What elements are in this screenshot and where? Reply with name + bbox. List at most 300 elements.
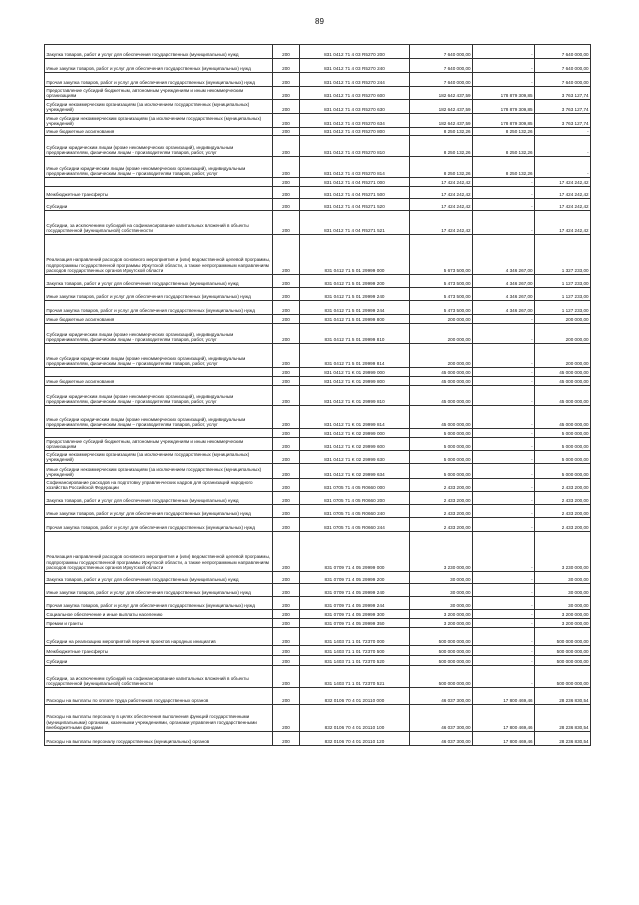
row-amount-assigned: 5 000 000,00 [410,451,473,464]
row-amount-assigned: 30 000,00 [410,597,473,610]
row-amount-remaining: 7 640 000,00 [535,59,591,73]
row-amount-executed: - [473,178,535,187]
row-admin-code: 200 [273,705,300,732]
row-amount-executed: - [473,429,535,438]
row-classification-code: 831 0412 71 K 02 29999 000 [300,429,410,438]
table-row [45,136,591,157]
row-amount-remaining: 5 000 000,00 [535,464,591,479]
row-amount-executed: - [473,572,535,584]
row-amount-executed: - [473,464,535,479]
row-amount-assigned: 17 424 242,42 [410,199,473,211]
row-amount-remaining: 200 000,00 [535,344,591,368]
row-amount-executed: - [473,666,535,688]
row-admin-code: 200 [273,518,300,532]
row-admin-code: 200 [273,45,300,59]
row-admin-code: 200 [273,187,300,199]
row-admin-code: 200 [273,505,300,518]
table-row [45,479,591,492]
row-admin-code: 200 [273,211,300,235]
row-amount-remaining: 28 236 830,54 [535,705,591,732]
row-amount-assigned: 45 000 000,00 [410,386,473,406]
row-amount-remaining: 1 127 233,00 [535,275,591,288]
table-row [45,235,591,275]
table-row [45,646,591,656]
row-name: Предоставление субсидий бюджетным, автономным учреждениям и иным некоммерческим организациям [45,438,273,451]
table-row [45,584,591,597]
row-amount-remaining: 17 424 242,42 [535,199,591,211]
row-amount-remaining: 30 000,00 [535,597,591,610]
row-admin-code: 200 [273,584,300,597]
row-amount-remaining: 500 000 000,00 [535,656,591,666]
row-classification-code: 831 0412 71 4 03 R5270 200 [300,45,410,59]
table-row [45,114,591,128]
budget-table [44,44,591,746]
row-amount-executed: - [473,628,535,646]
row-classification-code: 831 0412 71 4 03 R5270 240 [300,59,410,73]
row-classification-code: 831 0412 71 K 01 29999 810 [300,386,410,406]
row-amount-assigned: 500 000 000,00 [410,666,473,688]
row-amount-executed: - [473,368,535,377]
table-row [45,666,591,688]
row-amount-remaining: 500 000 000,00 [535,646,591,656]
row-classification-code: 831 0412 71 4 04 R5271 520 [300,199,410,211]
row-name: Закупка товаров, работ и услуг для обеспечения государственных (муниципальных) нужд [45,275,273,288]
table-row [45,73,591,87]
row-admin-code: 200 [273,87,300,100]
row-classification-code: 831 0412 71 5 01 29999 800 [300,315,410,324]
table-row [45,732,591,746]
row-admin-code: 200 [273,235,300,275]
row-admin-code: 200 [273,628,300,646]
row-name: Иные субсидии юридическим лицам (кроме некоммерческих организаций), индивидуальным предпринимателям, физическим лицам – производителям товаров, работ, услуг [45,406,273,429]
table-row [45,572,591,584]
table-row [45,178,591,187]
row-name: Социальное обеспечение и иные выплаты населению [45,610,273,619]
row-amount-assigned: 2 433 200,00 [410,505,473,518]
row-amount-assigned: 45 000 000,00 [410,377,473,386]
row-classification-code: 831 0412 71 4 03 R5270 810 [300,136,410,157]
row-amount-executed: 8 250 132,26 [473,136,535,157]
table-row [45,688,591,705]
row-admin-code: 200 [273,178,300,187]
row-classification-code: 831 0412 71 K 02 29999 600 [300,438,410,451]
row-classification-code: 831 0705 71 4 05 R0660 244 [300,518,410,532]
row-classification-code: 831 0412 71 4 04 R5271 521 [300,211,410,235]
row-classification-code: 831 0709 71 4 05 29999 000 [300,532,410,572]
row-classification-code: 831 1403 71 1 01 72370 521 [300,666,410,688]
row-amount-executed: 8 250 132,26 [473,157,535,178]
row-amount-assigned: 200 000,00 [410,324,473,344]
table-row [45,275,591,288]
row-classification-code: 831 0709 71 4 05 29999 244 [300,597,410,610]
row-name: Межбюджетные трансферты [45,646,273,656]
row-name: Субсидии на реализацию мероприятий перечня проектов народных инициатив [45,628,273,646]
row-amount-executed: 4 346 267,00 [473,235,535,275]
row-amount-assigned: 182 642 437,59 [410,87,473,100]
row-admin-code: 200 [273,610,300,619]
row-name: Закупка товаров, работ и услуг для обеспечения государственных (муниципальных) нужд [45,572,273,584]
row-classification-code: 831 0412 71 K 02 29999 630 [300,451,410,464]
row-amount-assigned: 8 250 132,26 [410,157,473,178]
row-amount-executed: - [473,518,535,532]
row-admin-code: 200 [273,386,300,406]
row-classification-code: 831 0412 71 4 03 R5270 800 [300,128,410,136]
row-amount-remaining: 45 000 000,00 [535,386,591,406]
table-row [45,464,591,479]
table-row [45,315,591,324]
row-name: Иные бюджетные ассигнования [45,315,273,324]
row-amount-remaining: 3 200 000,00 [535,610,591,619]
row-name: Расходы на выплаты по оплате труда работников государственных органов [45,688,273,705]
row-amount-assigned: 30 000,00 [410,584,473,597]
row-name: Иные субсидии юридическим лицам (кроме некоммерческих организаций), индивидуальным предпринимателям, физическим лицам – производителям товаров, работ, услуг [45,157,273,178]
row-classification-code: 831 0412 71 5 01 29999 814 [300,344,410,368]
row-amount-assigned: 5 473 500,00 [410,288,473,301]
row-classification-code: 831 0709 71 4 05 29999 240 [300,584,410,597]
row-amount-executed: - [473,73,535,87]
row-admin-code: 200 [273,73,300,87]
table-row [45,87,591,100]
row-classification-code: 832 0106 70 4 01 20110 100 [300,705,410,732]
row-amount-remaining: 45 000 000,00 [535,368,591,377]
row-name: Прочая закупка товаров, работ и услуг для обеспечения государственных (муниципальных) нужд [45,597,273,610]
row-classification-code: 831 0709 71 4 05 29999 350 [300,619,410,628]
table-row [45,344,591,368]
row-classification-code: 831 0412 71 K 02 29999 634 [300,464,410,479]
row-amount-remaining: 3 230 000,00 [535,532,591,572]
table-row [45,451,591,464]
row-amount-executed: 178 879 309,85 [473,87,535,100]
row-amount-assigned: 8 250 132,26 [410,136,473,157]
table-row [45,187,591,199]
row-amount-assigned: 500 000 000,00 [410,646,473,656]
row-admin-code: 200 [273,368,300,377]
row-amount-remaining: 17 424 242,42 [535,211,591,235]
row-name: Иные закупки товаров, работ и услуг для обеспечения государственных (муниципальных) нужд [45,584,273,597]
row-amount-executed: - [473,211,535,235]
row-admin-code: 200 [273,114,300,128]
row-admin-code: 200 [273,324,300,344]
row-admin-code: 200 [273,464,300,479]
row-amount-assigned: 30 000,00 [410,572,473,584]
row-amount-assigned: 46 037 300,00 [410,732,473,746]
row-name: Реализация направлений расходов основного мероприятия и (или) ведомственной целевой программы, подпрограммы государственной программы Иркутской области, а также непрограммным направлениям расходов государственных органов Иркутской области [45,235,273,275]
row-amount-assigned: 45 000 000,00 [410,406,473,429]
row-amount-executed: - [473,597,535,610]
row-admin-code: 200 [273,157,300,178]
table-row [45,211,591,235]
row-classification-code: 831 0705 71 4 05 R0660 200 [300,492,410,505]
row-amount-executed: - [473,532,535,572]
row-amount-remaining: 500 000 000,00 [535,666,591,688]
row-amount-remaining: 30 000,00 [535,572,591,584]
row-classification-code: 831 0412 71 4 04 R5271 500 [300,187,410,199]
row-name [45,429,273,438]
row-classification-code: 831 0412 71 K 01 29999 800 [300,377,410,386]
table-row [45,492,591,505]
row-classification-code: 831 0412 71 5 01 29999 000 [300,235,410,275]
row-admin-code: 200 [273,438,300,451]
row-amount-executed: - [473,344,535,368]
row-name: Закупка товаров, работ и услуг для обеспечения государственных (муниципальных) нужд [45,45,273,59]
row-amount-assigned: 46 037 300,00 [410,705,473,732]
table-row [45,438,591,451]
row-admin-code: 200 [273,301,300,315]
row-amount-executed: - [473,492,535,505]
row-name [45,368,273,377]
row-amount-remaining: 28 236 830,54 [535,732,591,746]
row-admin-code: 200 [273,377,300,386]
row-classification-code: 832 0106 70 4 01 20110 120 [300,732,410,746]
row-amount-remaining: - [535,128,591,136]
row-amount-remaining: 5 000 000,00 [535,438,591,451]
row-name: Субсидии, за исключением субсидий на софинансирование капитальных вложений в объекты государственной (муниципальной) собственности [45,211,273,235]
row-amount-remaining: 1 127 233,00 [535,288,591,301]
row-amount-executed: 178 879 309,85 [473,100,535,114]
row-admin-code: 200 [273,136,300,157]
row-classification-code: 831 0412 71 K 01 29999 814 [300,406,410,429]
row-amount-executed: - [473,646,535,656]
row-classification-code: 831 1403 71 1 01 72370 000 [300,628,410,646]
row-name: Реализация направлений расходов основного мероприятия и (или) ведомственной целевой программы, подпрограммы государственной программы Иркутской области, а также непрограммным направлениям расходов государственных органов Иркутской области [45,532,273,572]
table-row [45,368,591,377]
row-amount-executed: - [473,377,535,386]
row-amount-remaining: 200 000,00 [535,324,591,344]
row-amount-executed: 8 250 132,26 [473,128,535,136]
row-admin-code: 200 [273,315,300,324]
row-amount-assigned: 500 000 000,00 [410,628,473,646]
row-admin-code: 200 [273,688,300,705]
row-amount-remaining: 30 000,00 [535,584,591,597]
row-classification-code: 831 0412 71 5 01 29999 200 [300,275,410,288]
row-amount-executed: - [473,45,535,59]
row-amount-executed: 4 346 267,00 [473,301,535,315]
row-name: Софинансирование расходов на подготовку управленческих кадров для организаций народного хозяйства Российской Федерации [45,479,273,492]
row-amount-executed: - [473,610,535,619]
row-classification-code: 831 0412 71 5 01 29999 244 [300,301,410,315]
row-classification-code: 831 0412 71 5 01 29999 240 [300,288,410,301]
row-name: Субсидии юридическим лицам (кроме некоммерческих организаций), индивидуальным предпринимателям, физическим лицам - производителям товаров, работ, услуг [45,136,273,157]
row-amount-executed: - [473,479,535,492]
row-name: Прочая закупка товаров, работ и услуг для обеспечения государственных (муниципальных) нужд [45,73,273,87]
row-amount-assigned: 7 640 000,00 [410,73,473,87]
row-amount-assigned: 182 642 437,59 [410,100,473,114]
table-row [45,532,591,572]
row-admin-code: 200 [273,646,300,656]
row-name: Прочая закупка товаров, работ и услуг для обеспечения государственных (муниципальных) нужд [45,518,273,532]
row-amount-assigned: 500 000 000,00 [410,656,473,666]
row-name: Закупка товаров, работ и услуг для обеспечения государственных (муниципальных) нужд [45,492,273,505]
row-name: Иные бюджетные ассигнования [45,377,273,386]
row-admin-code: 200 [273,597,300,610]
row-amount-remaining: 2 433 200,00 [535,492,591,505]
row-amount-remaining: 5 000 000,00 [535,429,591,438]
row-amount-assigned: 5 673 500,00 [410,235,473,275]
row-amount-executed: - [473,505,535,518]
row-amount-executed: - [473,451,535,464]
table-row [45,100,591,114]
row-amount-assigned: 182 642 437,59 [410,114,473,128]
row-amount-executed: - [473,386,535,406]
row-name: Субсидии, за исключением субсидий на софинансирование капитальных вложений в объекты государственной (муниципальной) собственности [45,666,273,688]
row-amount-executed: - [473,199,535,211]
row-name: Расходы на выплаты персоналу государственных (муниципальных) органов [45,732,273,746]
row-amount-assigned: 5 000 000,00 [410,438,473,451]
row-name: Премии и гранты [45,619,273,628]
row-name [45,178,273,187]
row-name: Межбюджетные трансферты [45,187,273,199]
row-amount-remaining: 7 640 000,00 [535,73,591,87]
row-name: Иные закупки товаров, работ и услуг для обеспечения государственных (муниципальных) нужд [45,505,273,518]
row-admin-code: 200 [273,666,300,688]
row-amount-executed: - [473,438,535,451]
row-amount-assigned: 2 433 200,00 [410,492,473,505]
row-admin-code: 200 [273,492,300,505]
row-classification-code: 831 0709 71 4 05 29999 200 [300,572,410,584]
table-row [45,157,591,178]
table-row [45,301,591,315]
row-name: Субсидии [45,199,273,211]
row-admin-code: 200 [273,572,300,584]
row-amount-executed: - [473,324,535,344]
row-amount-remaining: 3 200 000,00 [535,619,591,628]
table-row [45,610,591,619]
row-amount-executed: 4 346 267,00 [473,288,535,301]
row-name: Субсидии юридическим лицам (кроме некоммерческих организаций), индивидуальным предпринимателям, физическим лицам - производителям товаров, работ, услуг [45,386,273,406]
row-admin-code: 200 [273,344,300,368]
row-amount-assigned: 17 424 242,42 [410,187,473,199]
row-name: Прочая закупка товаров, работ и услуг для обеспечения государственных (муниципальных) нужд [45,301,273,315]
row-amount-executed: 178 879 309,85 [473,114,535,128]
row-admin-code: 200 [273,479,300,492]
row-amount-assigned: 3 200 000,00 [410,619,473,628]
row-admin-code: 200 [273,59,300,73]
row-amount-remaining: 3 763 127,74 [535,114,591,128]
row-name: Субсидии юридическим лицам (кроме некоммерческих организаций), индивидуальным предпринимателям, физическим лицам - производителям товаров, работ, услуг [45,324,273,344]
row-amount-assigned: 7 640 000,00 [410,45,473,59]
row-amount-executed: 17 800 469,46 [473,688,535,705]
page-number: 89 [315,17,324,26]
row-amount-remaining: 5 000 000,00 [535,451,591,464]
row-amount-assigned: 5 473 500,00 [410,301,473,315]
row-classification-code: 831 0412 71 4 03 R5270 600 [300,87,410,100]
row-classification-code: 831 0709 71 4 05 29999 300 [300,610,410,619]
table-row [45,656,591,666]
row-amount-executed: 17 800 469,46 [473,705,535,732]
budget-table-body [45,45,591,746]
row-amount-executed: - [473,315,535,324]
row-classification-code: 831 1403 71 1 01 72370 500 [300,646,410,656]
table-row [45,288,591,301]
row-admin-code: 200 [273,619,300,628]
row-name: Иные субсидии некоммерческим организациям (за исключением государственных (муниципальных) учреждений) [45,464,273,479]
row-amount-assigned: 17 424 242,42 [410,211,473,235]
row-amount-executed: - [473,619,535,628]
row-amount-assigned: 7 640 000,00 [410,59,473,73]
row-name: Иные бюджетные ассигнования [45,128,273,136]
table-row [45,386,591,406]
table-row [45,705,591,732]
row-admin-code: 200 [273,406,300,429]
row-classification-code: 831 0412 71 4 03 R5270 634 [300,114,410,128]
row-amount-assigned: 3 230 000,00 [410,532,473,572]
row-name: Расходы на выплаты персоналу в целях обеспечения выполнения функций государственными (муниципальными) органами, казенными учреждениями, органами управления государственными внебюджетными фондами [45,705,273,732]
row-amount-executed: - [473,656,535,666]
row-classification-code: 832 0106 70 4 01 20110 000 [300,688,410,705]
table-row [45,59,591,73]
row-amount-executed: - [473,406,535,429]
row-amount-executed: - [473,187,535,199]
table-row [45,429,591,438]
row-amount-remaining: - [535,136,591,157]
row-amount-remaining: 2 433 200,00 [535,479,591,492]
row-amount-remaining: 45 000 000,00 [535,406,591,429]
table-row [45,324,591,344]
table-row [45,619,591,628]
row-classification-code: 831 0412 71 4 03 R5270 814 [300,157,410,178]
row-amount-remaining: 7 640 000,00 [535,45,591,59]
row-classification-code: 831 1403 71 1 01 72370 520 [300,656,410,666]
row-amount-assigned: 5 000 000,00 [410,429,473,438]
row-amount-remaining: 2 433 200,00 [535,505,591,518]
row-name: Иные субсидии юридическим лицам (кроме некоммерческих организаций), индивидуальным предпринимателям, физическим лицам – производителям товаров, работ, услуг [45,344,273,368]
row-amount-remaining: 17 424 242,42 [535,187,591,199]
row-classification-code: 831 0412 71 4 03 R5270 630 [300,100,410,114]
table-row [45,377,591,386]
row-amount-remaining: 28 236 830,54 [535,688,591,705]
row-classification-code: 831 0412 71 5 01 29999 810 [300,324,410,344]
row-name: Иные закупки товаров, работ и услуг для обеспечения государственных (муниципальных) нужд [45,288,273,301]
table-row [45,518,591,532]
row-classification-code: 831 0412 71 4 03 R5270 244 [300,73,410,87]
row-amount-executed: 4 346 267,00 [473,275,535,288]
row-admin-code: 200 [273,451,300,464]
row-amount-assigned: 3 200 000,00 [410,610,473,619]
row-amount-remaining: 200 000,00 [535,315,591,324]
row-classification-code: 831 0412 71 K 01 29999 000 [300,368,410,377]
row-amount-executed: 17 800 469,46 [473,732,535,746]
row-admin-code: 200 [273,100,300,114]
row-admin-code: 200 [273,656,300,666]
row-admin-code: 200 [273,199,300,211]
row-amount-assigned: 2 433 200,00 [410,479,473,492]
table-row [45,199,591,211]
row-name: Субсидии [45,656,273,666]
row-admin-code: 200 [273,275,300,288]
row-amount-assigned: 45 000 000,00 [410,368,473,377]
table-row [45,505,591,518]
row-amount-assigned: 2 433 200,00 [410,518,473,532]
row-amount-remaining: 500 000 000,00 [535,628,591,646]
row-classification-code: 831 0705 71 4 05 R0660 240 [300,505,410,518]
row-amount-executed: - [473,584,535,597]
row-admin-code: 200 [273,288,300,301]
table-row [45,597,591,610]
table-row [45,628,591,646]
row-amount-assigned: 46 037 300,00 [410,688,473,705]
row-admin-code: 200 [273,532,300,572]
row-amount-assigned: 200 000,00 [410,344,473,368]
row-amount-remaining: 1 127 233,00 [535,301,591,315]
row-amount-remaining: - [535,157,591,178]
table-row [45,45,591,59]
row-classification-code: 831 0705 71 4 05 R0660 000 [300,479,410,492]
row-admin-code: 200 [273,732,300,746]
row-name: Субсидии некоммерческим организациям (за исключением государственных (муниципальных) учреждений) [45,451,273,464]
row-name: Иные субсидии некоммерческим организациям (за исключением государственных (муниципальных) учреждений) [45,114,273,128]
table-row [45,128,591,136]
row-amount-remaining: 3 763 127,74 [535,100,591,114]
